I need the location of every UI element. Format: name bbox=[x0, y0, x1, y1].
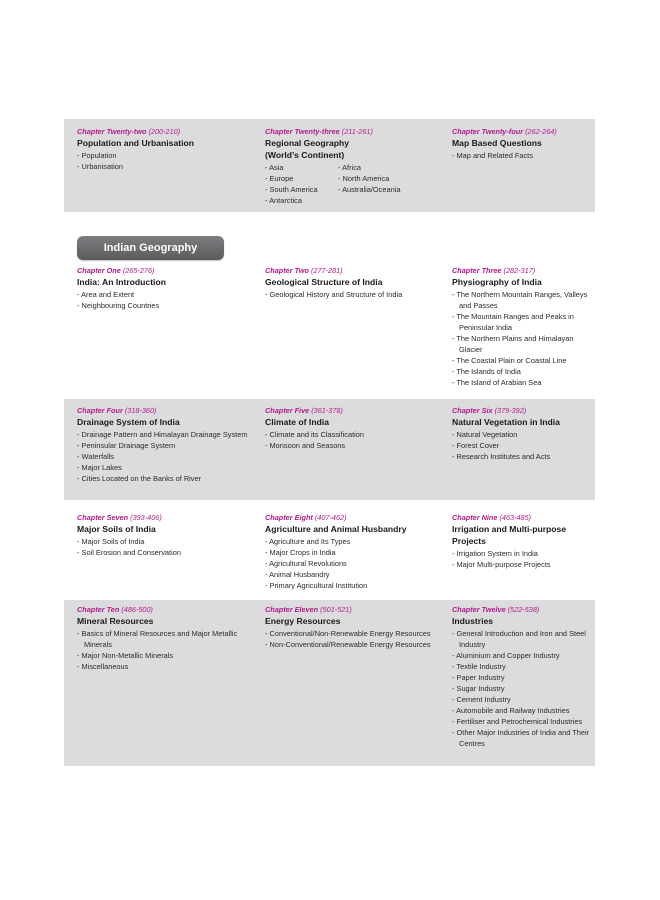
chapter-title-line-2: Projects bbox=[452, 536, 486, 546]
topic-item: - Geological History and Structure of India bbox=[265, 289, 441, 300]
topic-item: - Other Major Industries of India and Their Centres bbox=[452, 727, 595, 749]
chapter-label: Chapter Five (361-378) bbox=[265, 406, 343, 415]
topic-item: - Aluminium and Copper Industry bbox=[452, 650, 595, 661]
chapter-label: Chapter Ten (486-500) bbox=[77, 605, 153, 614]
chapter-1-entry bbox=[77, 266, 253, 311]
topic-item: - Forest Cover bbox=[452, 440, 595, 451]
chapter-label: Chapter Four (318-360) bbox=[77, 406, 157, 415]
topic-list bbox=[452, 628, 595, 749]
chapter-9-entry bbox=[452, 513, 595, 570]
topic-item: - Cement Industry bbox=[452, 694, 595, 705]
chapter-label: Chapter Twenty-two (200-210) bbox=[77, 127, 181, 136]
chapter-label: Chapter Twenty-four (262-264) bbox=[452, 127, 557, 136]
topic-item: - The Mountain Ranges and Peaks in Peninsular India bbox=[452, 311, 595, 333]
chapter-label: Chapter Eleven (501-521) bbox=[265, 605, 352, 614]
chapter-23-entry bbox=[265, 127, 441, 206]
chapter-title: India: An Introduction bbox=[77, 277, 166, 287]
topic-item: - Urbanisation bbox=[77, 161, 253, 172]
topic-list bbox=[77, 289, 253, 311]
topic-item: - Animal Husbandry bbox=[265, 569, 441, 580]
topic-item: - Major Crops in India bbox=[265, 547, 441, 558]
topic-item: - Irrigation System in India bbox=[452, 548, 595, 559]
chapter-2-entry bbox=[265, 266, 441, 300]
chapter-title: Mineral Resources bbox=[77, 616, 154, 626]
topic-item: - Area and Extent bbox=[77, 289, 253, 300]
topic-item: - Paper Industry bbox=[452, 672, 595, 683]
topic-item: - North America bbox=[338, 173, 403, 184]
chapter-label: Chapter Two (277-281) bbox=[265, 266, 343, 275]
topic-item: - Neighbouring Countries bbox=[77, 300, 253, 311]
chapter-label: Chapter One (265-276) bbox=[77, 266, 155, 275]
chapter-22-entry bbox=[77, 127, 253, 172]
topic-item: - Antarctica bbox=[265, 195, 338, 206]
topic-item: - Major Soils of India bbox=[77, 536, 253, 547]
topic-item: - Peninsular Drainage System bbox=[77, 440, 253, 451]
chapter-title: Industries bbox=[452, 616, 494, 626]
topic-list bbox=[452, 289, 595, 388]
chapter-title: Major Soils of India bbox=[77, 524, 156, 534]
chapter-title: Natural Vegetation in India bbox=[452, 417, 560, 427]
chapter-label: Chapter Three (282-317) bbox=[452, 266, 536, 275]
topic-list-right bbox=[338, 162, 403, 206]
chapter-3-entry bbox=[452, 266, 595, 388]
topic-item: - Miscellaneous bbox=[77, 661, 253, 672]
chapter-title: Population and Urbanisation bbox=[77, 138, 194, 148]
topic-item: - Major Non-Metallic Minerals bbox=[77, 650, 253, 661]
topic-item: - Population bbox=[77, 150, 253, 161]
chapter-12-entry bbox=[452, 605, 595, 749]
chapter-label: Chapter Six (379-392) bbox=[452, 406, 527, 415]
topic-item: - Research Institutes and Acts bbox=[452, 451, 595, 462]
chapters-7-9-panel bbox=[64, 500, 595, 600]
topic-item: - Natural Vegetation bbox=[452, 429, 595, 440]
chapter-title: Energy Resources bbox=[265, 616, 341, 626]
chapters-4-6-panel bbox=[64, 399, 595, 500]
topic-list bbox=[452, 548, 595, 570]
topic-item: - Climate and its Classification bbox=[265, 429, 441, 440]
topic-item: - Drainage Pattern and Himalayan Drainage System bbox=[77, 429, 253, 440]
topic-item: - Waterfalls bbox=[77, 451, 253, 462]
topic-item: - Non-Conventional/Renewable Energy Resources bbox=[265, 639, 441, 650]
topic-item: - Africa bbox=[338, 162, 403, 173]
chapter-5-entry bbox=[265, 406, 441, 451]
chapter-4-entry bbox=[77, 406, 253, 484]
topic-list-left bbox=[265, 162, 338, 206]
chapter-title: Regional Geography bbox=[265, 138, 350, 148]
chapters-22-24-panel bbox=[64, 119, 595, 212]
topic-item: - Major Lakes bbox=[77, 462, 253, 473]
topic-item: - Map and Related Facts bbox=[452, 150, 595, 161]
chapter-title: Climate of India bbox=[265, 417, 329, 427]
topic-item: - South America bbox=[265, 184, 338, 195]
chapter-7-entry bbox=[77, 513, 253, 558]
chapters-10-12-panel bbox=[64, 600, 595, 766]
chapter-label: Chapter Twelve (522-538) bbox=[452, 605, 540, 614]
topic-list bbox=[452, 429, 595, 462]
chapter-11-entry bbox=[265, 605, 441, 650]
chapter-title: Physiography of India bbox=[452, 277, 542, 287]
topic-item: - Conventional/Non-Renewable Energy Resources bbox=[265, 628, 441, 639]
topic-list bbox=[77, 628, 253, 672]
topic-list bbox=[265, 289, 441, 300]
topic-item: - The Northern Mountain Ranges, Valleys and Passes bbox=[452, 289, 595, 311]
topic-item: - Monsoon and Seasons bbox=[265, 440, 441, 451]
chapter-10-entry bbox=[77, 605, 253, 672]
topic-item: - The Islands of India bbox=[452, 366, 595, 377]
topic-item: - Sugar Industry bbox=[452, 683, 595, 694]
chapter-title: Agriculture and Animal Husbandry bbox=[265, 524, 407, 534]
chapter-title-line-2: (World’s Continent) bbox=[265, 150, 345, 160]
chapter-label: Chapter Nine (463-485) bbox=[452, 513, 532, 522]
chapter-title: Map Based Questions bbox=[452, 138, 542, 148]
topic-list bbox=[452, 150, 595, 161]
topic-item: - Asia bbox=[265, 162, 338, 173]
chapter-6-entry bbox=[452, 406, 595, 462]
topic-item: - Basics of Mineral Resources and Major Metallic Minerals bbox=[77, 628, 253, 650]
chapter-title: Irrigation and Multi-purpose bbox=[452, 524, 567, 534]
topic-item: - Agricultural Revolutions bbox=[265, 558, 441, 569]
topic-item: - Fertiliser and Petrochemical Industries bbox=[452, 716, 595, 727]
topic-item: - Australia/Oceania bbox=[338, 184, 403, 195]
topic-item: - General Introduction and Iron and Steel Industry bbox=[452, 628, 595, 650]
chapter-title: Geological Structure of India bbox=[265, 277, 383, 287]
chapter-title: Drainage System of India bbox=[77, 417, 180, 427]
topic-item: - The Coastal Plain or Coastal Line bbox=[452, 355, 595, 366]
chapter-label: Chapter Seven (393-406) bbox=[77, 513, 162, 522]
chapters-1-3-panel bbox=[64, 262, 595, 398]
topic-item: - The Northern Plains and Himalayan Glacier bbox=[452, 333, 595, 355]
chapter-8-entry bbox=[265, 513, 441, 591]
topic-item: - Soil Erosion and Conservation bbox=[77, 547, 253, 558]
topic-list bbox=[77, 429, 253, 484]
topic-list bbox=[265, 429, 441, 451]
section-header-indian-geography: Indian Geography bbox=[77, 236, 224, 260]
topic-item: - Primary Agricultural Institution bbox=[265, 580, 441, 591]
topic-item: - Major Multi-purpose Projects bbox=[452, 559, 595, 570]
topic-item: - Automobile and Railway Industries bbox=[452, 705, 595, 716]
topic-list bbox=[77, 536, 253, 558]
chapter-label: Chapter Eight (407-462) bbox=[265, 513, 347, 522]
chapter-label: Chapter Twenty-three (211-261) bbox=[265, 127, 373, 136]
topic-list bbox=[265, 628, 441, 650]
topic-item: - Cities Located on the Banks of River bbox=[77, 473, 253, 484]
topic-item: - The Island of Arabian Sea bbox=[452, 377, 595, 388]
topic-list bbox=[77, 150, 253, 172]
topic-list bbox=[265, 536, 441, 591]
topic-item: - Textile Industry bbox=[452, 661, 595, 672]
topic-item: - Europe bbox=[265, 173, 338, 184]
chapter-24-entry bbox=[452, 127, 595, 161]
topic-item: - Agriculture and Its Types bbox=[265, 536, 441, 547]
